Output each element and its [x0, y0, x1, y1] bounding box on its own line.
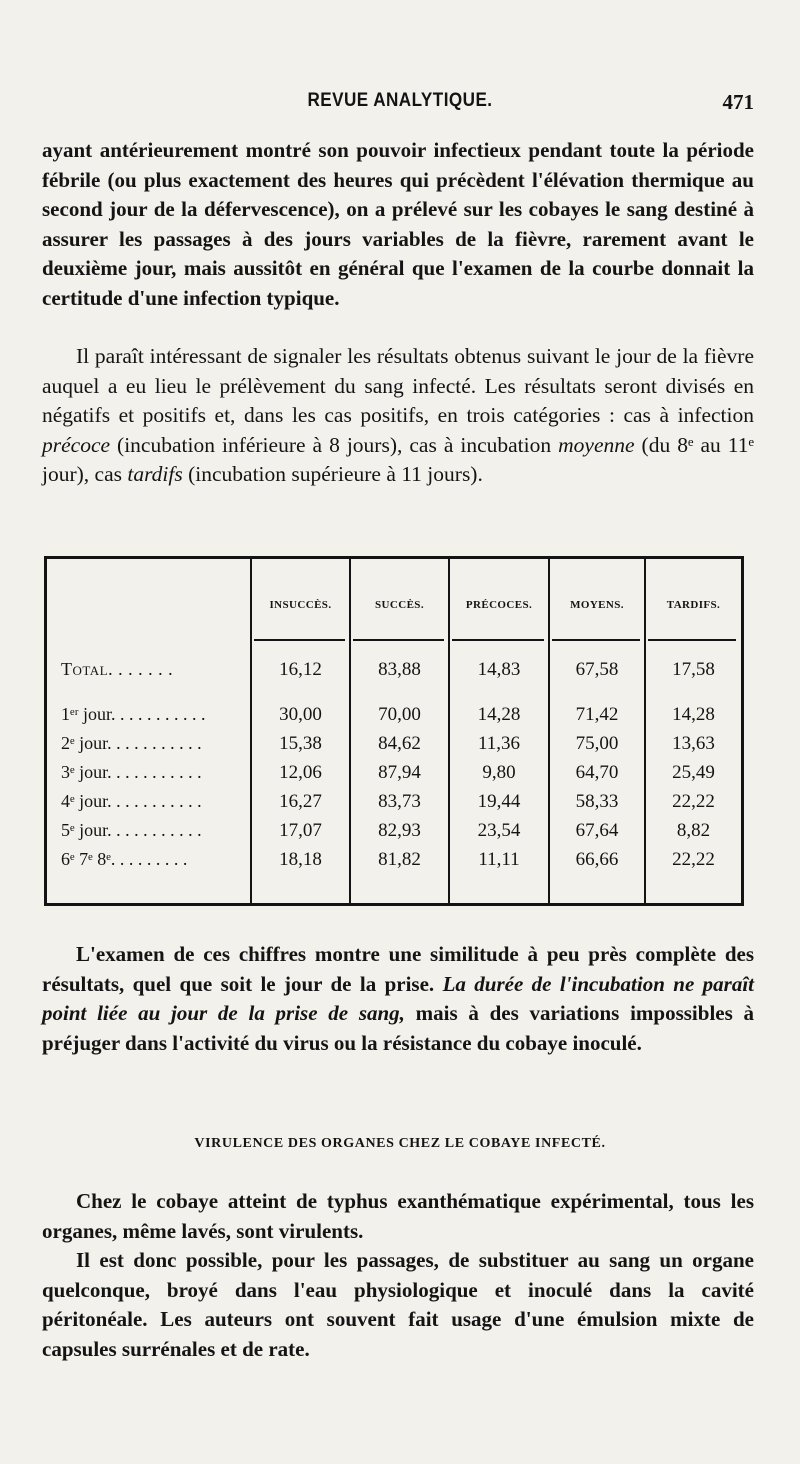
paragraph-organs-virulent: Chez le cobaye atteint de typhus exanthématique expérimental, tous les organes, même lavés, sont virulents.: [42, 1189, 754, 1243]
results-table: [44, 556, 744, 906]
table-cell: 15,38: [279, 733, 322, 754]
running-title: REVUE ANALYTIQUE.: [307, 90, 493, 111]
paragraph-results-intro: [42, 342, 754, 490]
table-cell: 67,58: [575, 659, 619, 680]
table-cell: 67,64: [575, 820, 619, 841]
italic-term-precoce: précoce: [42, 432, 111, 457]
text-run: Il paraît intéressant de signaler les résultats obtenus suivant le jour de la fièvre auquel a eu lieu le prélèvement du sang infecté. Les résultats seront divisés en négatifs et positifs et, dans les cas positifs, en trois catégories : cas à infection: [42, 344, 754, 427]
column-header-tardifs: TARDIFS.: [666, 599, 721, 611]
header-rule: [552, 639, 640, 641]
table-cell: 9,80: [482, 762, 516, 783]
table-cell: 17,58: [672, 659, 715, 680]
header-rule: [648, 639, 736, 641]
table-cell: 17,07: [279, 820, 322, 841]
paragraph-conclusion: [42, 940, 754, 1058]
header-rule: [452, 639, 544, 641]
italic-statement: La durée de l'incubation ne paraît point liée au jour de la prise de sang,: [42, 971, 754, 1025]
table-cell: 16,27: [279, 791, 322, 812]
table-row: [47, 733, 741, 759]
row-label: 3ᵉ jour. . . . . . . . . . .: [61, 762, 202, 782]
column-header-succes: SUCCÈS.: [375, 599, 424, 611]
row-label: 5ᵉ jour. . . . . . . . . . .: [61, 820, 202, 840]
row-label: 4ᵉ jour. . . . . . . . . . .: [61, 791, 202, 811]
table-cell: 82,93: [378, 820, 421, 841]
table-cell: 12,06: [279, 762, 322, 783]
table-cell: 23,54: [477, 820, 521, 841]
paragraph-organ-substitution: Il est donc possible, pour les passages, de substituer au sang un organe quelconque, broyé dans l'eau physiologique et inoculé dans la cavité péritonéale. Les auteurs ont souvent fait usage d'une émulsion mixte de capsules surrénales et de rate.: [42, 1248, 754, 1361]
table-cell: 83,88: [378, 659, 421, 680]
table-cell: 64,70: [575, 762, 619, 783]
table-cell: 58,33: [575, 791, 619, 812]
table-row-total: [47, 659, 741, 685]
page-number: 471: [722, 90, 754, 114]
table-cell: 11,36: [477, 733, 521, 754]
table-cell: 14,28: [477, 704, 521, 725]
text-run: (du 8ᵉ au 11ᵉ jour), cas: [42, 432, 754, 486]
row-label: 2ᵉ jour. . . . . . . . . . .: [61, 733, 202, 753]
text-run: L'examen de ces chiffres montre une similitude à peu près complète des résultats, quel que soit le jour de la prise.: [42, 942, 754, 996]
table-cell: 70,00: [378, 704, 421, 725]
table-cell: 30,00: [279, 704, 322, 725]
table-cell: 11,11: [478, 849, 520, 870]
table-cell: 83,73: [378, 791, 421, 812]
paragraph-section-body: [42, 1187, 754, 1364]
header-rule: [353, 639, 444, 641]
table-cell: 84,62: [378, 733, 421, 754]
table-cell: 25,49: [672, 762, 715, 783]
table-row: [47, 762, 741, 788]
text-run: mais à des variations impossibles à préjuger dans l'activité du virus ou la résistance du cobaye inoculé.: [42, 1001, 755, 1055]
italic-term-tardifs: tardifs: [127, 462, 183, 486]
column-header-precoces: PRÉCOCES.: [465, 599, 533, 611]
section-heading: VIRULENCE DES ORGANES CHEZ LE COBAYE INFECTÉ.: [194, 1136, 606, 1151]
page-header: [40, 90, 760, 120]
table-cell: 75,00: [575, 733, 619, 754]
table-cell: 87,94: [378, 762, 421, 783]
table-cell: 13,63: [672, 733, 715, 754]
table-cell: 18,18: [279, 849, 322, 870]
column-header-insucces: INSUCCÈS.: [269, 599, 332, 611]
table-row: [47, 791, 741, 817]
table-cell: 14,28: [672, 704, 715, 725]
row-label: 6ᵉ 7ᵉ 8ᵉ. . . . . . . . .: [61, 849, 188, 869]
header-rule: [254, 639, 345, 641]
table-cell: 16,12: [279, 659, 322, 680]
table-row: [47, 704, 741, 730]
column-header-moyens: MOYENS.: [570, 599, 624, 611]
table-cell: 81,82: [378, 849, 421, 870]
table-cell: 8,82: [676, 820, 711, 841]
table-cell: 71,42: [575, 704, 619, 725]
table-row: [47, 820, 741, 846]
table-cell: 66,66: [575, 849, 619, 870]
table-row: [47, 849, 741, 875]
table-cell: 22,22: [672, 849, 715, 870]
paragraph-continuation: ayant antérieurement montré son pouvoir infectieux pendant toute la période fébrile (ou plus exactement des heures qui précèdent l'élévation thermique au second jour de la défervescence), on a prélevé sur les cobayes le sang destiné à assurer les passages à des jours variables de la fièvre, rarement avant le deuxième jour, mais aussitôt en général que l'examen de la courbe donnait la certitude d'une infection typique.: [42, 138, 754, 310]
table-cell: 22,22: [672, 791, 715, 812]
table-cell: 19,44: [477, 791, 521, 812]
text-run: (incubation inférieure à 8 jours), cas à incubation: [110, 432, 559, 457]
row-label: Total. . . . . . .: [61, 659, 174, 679]
text-run: (incubation supérieure à 11 jours).: [182, 462, 483, 486]
row-label: 1ᵉʳ jour. . . . . . . . . . .: [61, 704, 206, 724]
table-cell: 14,83: [477, 659, 521, 680]
italic-term-moyenne: moyenne: [558, 432, 635, 457]
